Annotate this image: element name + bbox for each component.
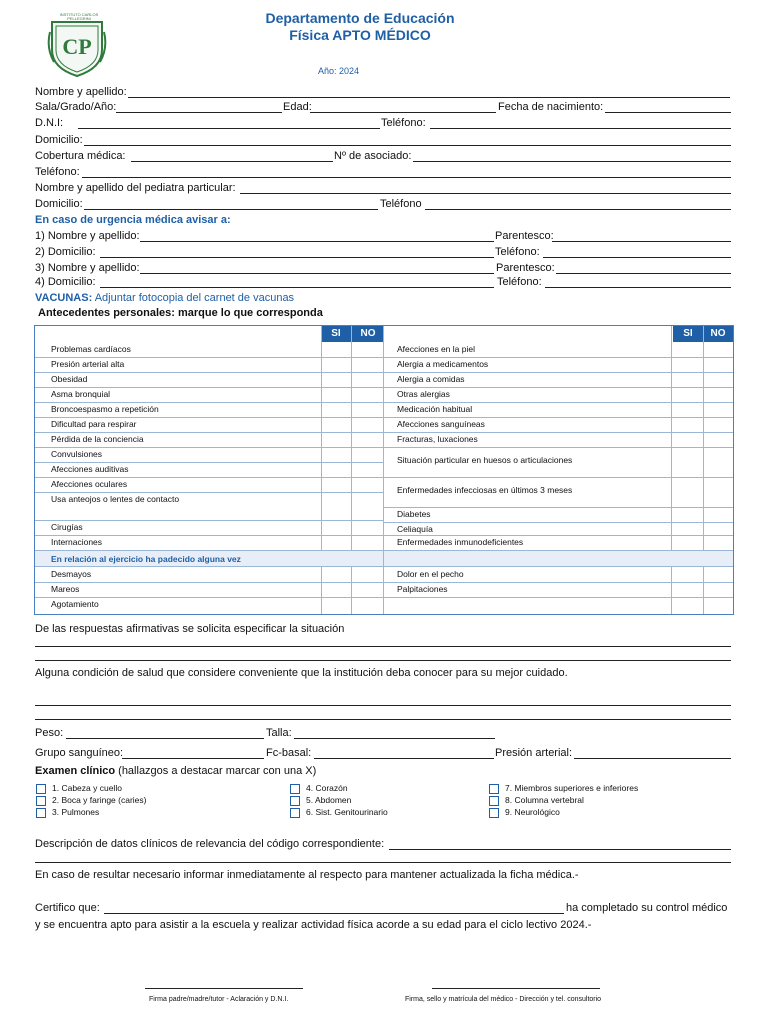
left-item-0: Problemas cardíacos xyxy=(51,344,131,354)
no-cell-right-1[interactable] xyxy=(704,357,733,372)
domicilio-field[interactable] xyxy=(84,145,731,146)
telefono3-field[interactable] xyxy=(425,209,731,210)
grupo-label: Grupo sanguíneo: xyxy=(35,747,124,759)
exam-checkbox-8[interactable] xyxy=(489,796,499,806)
urgencia-row2-field-right[interactable] xyxy=(543,257,731,258)
right-item-3: Otras alergias xyxy=(397,389,450,399)
table-vline xyxy=(321,566,322,614)
page-title-line2: Física APTO MÉDICO xyxy=(289,27,431,43)
right-item-4: Medicación habitual xyxy=(397,404,473,414)
no-cell-right-2[interactable] xyxy=(704,372,733,387)
nombre-field[interactable] xyxy=(128,97,730,98)
exercise-left-2: Agotamiento xyxy=(51,599,99,609)
si-cell-right-1[interactable] xyxy=(672,357,703,372)
si-cell-left-12[interactable] xyxy=(322,535,351,550)
peso-field[interactable] xyxy=(66,738,264,739)
si-cell-left-11[interactable] xyxy=(322,520,351,535)
table-vline-mid xyxy=(383,326,384,614)
asociado-field[interactable] xyxy=(413,161,731,162)
respuestas-line-1[interactable] xyxy=(35,646,731,647)
si-cell-left-2[interactable] xyxy=(322,372,351,387)
si-cell-right-5[interactable] xyxy=(672,417,703,432)
exam-item-label: 2. Boca y faringe (caries) xyxy=(52,795,147,805)
telefono1-field[interactable] xyxy=(430,128,731,129)
no-cell-left-10[interactable] xyxy=(352,492,383,520)
left-item-9: Afecciones oculares xyxy=(51,479,128,489)
no-cell-right-0[interactable] xyxy=(704,342,733,357)
firma-tutor-line[interactable] xyxy=(145,988,303,989)
exam-checkbox-7[interactable] xyxy=(489,784,499,794)
talla-label: Talla: xyxy=(266,727,292,739)
exam-checkbox-1[interactable] xyxy=(36,784,46,794)
antecedentes-heading: Antecedentes personales: marque lo que corresponda xyxy=(38,307,323,319)
urgencia-row3-field-right[interactable] xyxy=(556,273,731,274)
si-cell-left-10[interactable] xyxy=(322,492,351,520)
col-no-left: NO xyxy=(360,328,376,339)
examen-heading-line xyxy=(35,765,316,777)
no-cell-left-11[interactable] xyxy=(352,520,383,535)
si-cell-left-3[interactable] xyxy=(322,387,351,402)
edad-field[interactable] xyxy=(310,112,496,113)
no-cell-right-7[interactable] xyxy=(704,447,733,477)
fc-label: Fc-basal: xyxy=(266,747,312,759)
exercise-left-0: Desmayos xyxy=(51,569,92,579)
urgencia-row1-field[interactable] xyxy=(140,241,494,242)
right-item-10: Celiaquía xyxy=(397,524,433,534)
si-cell-right-3[interactable] xyxy=(672,387,703,402)
svg-text:CP: CP xyxy=(62,34,92,59)
table-hline xyxy=(383,550,733,551)
no-cell-right-5[interactable] xyxy=(704,417,733,432)
left-item-10: Usa anteojos o lentes de contacto xyxy=(51,494,180,504)
no-cell-left-5[interactable] xyxy=(352,417,383,432)
descripcion-line-2[interactable] xyxy=(35,862,731,863)
si-cell-right-9[interactable] xyxy=(672,507,703,522)
si-cell-right-8[interactable] xyxy=(672,477,703,507)
exercise-left-1: Mareos xyxy=(51,584,80,594)
si-cell-right-10[interactable] xyxy=(672,522,703,535)
asociado-label: Nº de asociado: xyxy=(334,150,412,162)
col-no-right: NO xyxy=(710,328,726,339)
col-si-left: SI xyxy=(331,328,341,339)
left-item-7: Convulsiones xyxy=(51,449,103,459)
si-cell-right-2[interactable] xyxy=(672,372,703,387)
no-cell-left-3[interactable] xyxy=(352,387,383,402)
right-item-9: Diabetes xyxy=(397,509,431,519)
si-cell-right-4[interactable] xyxy=(672,402,703,417)
telefono2-field[interactable] xyxy=(82,177,731,178)
no-cell-left-4[interactable] xyxy=(352,402,383,417)
exam-item-label: 5. Abdomen xyxy=(306,795,352,805)
telefono2-label: Teléfono: xyxy=(35,166,80,178)
presion-field[interactable] xyxy=(574,758,731,759)
no-cell-right-4[interactable] xyxy=(704,402,733,417)
si-cell-right-11[interactable] xyxy=(672,535,703,550)
si-cell-left-4[interactable] xyxy=(322,402,351,417)
no-cell-right-10[interactable] xyxy=(704,522,733,535)
logo-text: INSTITUTO CARLOS PELLEGRINI xyxy=(59,12,99,21)
exam-item-label: 9. Neurológico xyxy=(505,807,560,817)
exam-checkbox-3[interactable] xyxy=(36,808,46,818)
certifico-field[interactable] xyxy=(104,913,564,914)
no-cell-left-0[interactable] xyxy=(352,342,383,357)
talla-field[interactable] xyxy=(294,738,495,739)
domicilio-label: Domicilio: xyxy=(35,134,83,146)
no-cell-right-6[interactable] xyxy=(704,432,733,447)
si-cell-left-5[interactable] xyxy=(322,417,351,432)
left-item-4: Broncoespasmo a repetición xyxy=(51,404,159,414)
si-cell-left-6[interactable] xyxy=(322,432,351,447)
si-cell-left-7[interactable] xyxy=(322,447,351,462)
peso-label: Peso: xyxy=(35,727,64,739)
right-item-0: Afecciones en la piel xyxy=(397,344,475,354)
si-cell-left-9[interactable] xyxy=(322,477,351,492)
antecedentes-table xyxy=(34,325,734,615)
no-cell-left-2[interactable] xyxy=(352,372,383,387)
page-title-line1: Departamento de Educación xyxy=(265,10,455,26)
certifico-label: Certifico que: xyxy=(35,902,100,914)
urgencia-row2-right: Teléfono: xyxy=(495,246,540,258)
fecha-nac-label: Fecha de nacimiento: xyxy=(498,101,604,113)
urgencia-row3-field[interactable] xyxy=(140,273,494,274)
exam-checkbox-5[interactable] xyxy=(290,796,300,806)
left-item-3: Asma bronquial xyxy=(51,389,111,399)
exam-checkbox-4[interactable] xyxy=(290,784,300,794)
certifico-suffix: ha completado su control médico xyxy=(566,902,728,914)
vacunas-label: VACUNAS: xyxy=(35,292,93,304)
urgencia-row4-field-right[interactable] xyxy=(545,287,731,288)
urgencia-row3-left: 3) Nombre y apellido: xyxy=(35,262,140,274)
dni-field[interactable] xyxy=(78,128,380,129)
no-cell-left-6[interactable] xyxy=(352,432,383,447)
urgencia-row4-left: 4) Domicilio: xyxy=(35,276,96,288)
exercise-right-0: Dolor en el pecho xyxy=(397,569,464,579)
domicilio2-label: Domicilio: xyxy=(35,198,83,210)
presion-label: Presión arterial: xyxy=(495,747,573,759)
left-item-12: Internaciones xyxy=(51,537,103,547)
no-cell-left-7[interactable] xyxy=(352,447,383,462)
exam-item-label: 4. Corazón xyxy=(306,783,348,793)
year-label: Año: 2024 xyxy=(318,66,360,76)
nombre-label: Nombre y apellido: xyxy=(35,86,127,98)
condicion-line-1[interactable] xyxy=(35,705,731,706)
dni-label: D.N.I: xyxy=(35,117,64,129)
firma-medico-label: Firma, sello y matrícula del médico - Dirección y tel. consultorio xyxy=(405,996,602,1003)
certifico-line2: y se encuentra apto para asistir a la escuela y realizar actividad física acorde a su edad para el ciclo lectivo 2024.- xyxy=(35,919,592,931)
pediatra-field[interactable] xyxy=(240,193,731,194)
urgencia-row1-left: 1) Nombre y apellido: xyxy=(35,230,140,242)
vacunas-line xyxy=(35,292,294,304)
edad-label: Edad: xyxy=(283,101,312,113)
telefono1-label: Teléfono: xyxy=(381,117,426,129)
left-item-8: Afecciones auditivas xyxy=(51,464,129,474)
no-cell-left-12[interactable] xyxy=(352,535,383,550)
exam-item-label: 6. Sist. Genitourinario xyxy=(306,807,388,817)
urgencia-row1-right: Parentesco: xyxy=(495,230,554,242)
no-cell-right-11[interactable] xyxy=(704,535,733,550)
telefono3-label: Teléfono xyxy=(380,198,422,210)
condicion-text: Alguna condición de salud que considere conveniente que la institución deba conocer para su mejor cuidado. xyxy=(35,667,568,679)
urgencia-row4-field[interactable] xyxy=(100,287,494,288)
exam-checkbox-6[interactable] xyxy=(290,808,300,818)
urgencia-heading: En caso de urgencia médica avisar a: xyxy=(35,214,231,226)
right-item-5: Afecciones sanguíneas xyxy=(397,419,485,429)
si-cell-right-6[interactable] xyxy=(672,432,703,447)
exam-checkbox-9[interactable] xyxy=(489,808,499,818)
left-item-6: Pérdida de la conciencia xyxy=(51,434,144,444)
grupo-field[interactable] xyxy=(122,758,264,759)
domicilio2-field[interactable] xyxy=(84,209,378,210)
no-cell-right-3[interactable] xyxy=(704,387,733,402)
condicion-line-2[interactable] xyxy=(35,719,731,720)
no-cell-right-8[interactable] xyxy=(704,477,733,507)
sala-label: Sala/Grado/Año: xyxy=(35,101,117,113)
examen-heading: Examen clínico xyxy=(35,765,116,777)
exam-item-label: 8. Columna vertebral xyxy=(505,795,584,805)
urgencia-row3-right: Parentesco: xyxy=(496,262,555,274)
left-item-5: Dificultad para respirar xyxy=(51,419,137,429)
descripcion-field[interactable] xyxy=(389,849,731,850)
no-cell-left-8[interactable] xyxy=(352,462,383,477)
vacunas-text: Adjuntar fotocopia del carnet de vacunas xyxy=(94,292,295,304)
exam-item-label: 7. Miembros superiores e inferiores xyxy=(505,783,639,793)
sala-field[interactable] xyxy=(116,112,282,113)
table-vline xyxy=(703,566,704,614)
fecha-nac-field[interactable] xyxy=(605,112,731,113)
respuestas-line-2[interactable] xyxy=(35,660,731,661)
no-cell-left-9[interactable] xyxy=(352,477,383,492)
si-cell-left-0[interactable] xyxy=(322,342,351,357)
examen-note: (hallazgos a destacar marcar con una X) xyxy=(118,765,317,777)
table-vline xyxy=(671,566,672,614)
no-cell-left-1[interactable] xyxy=(352,357,383,372)
si-cell-left-1[interactable] xyxy=(322,357,351,372)
si-cell-left-8[interactable] xyxy=(322,462,351,477)
urgencia-row4-right: Teléfono: xyxy=(497,276,542,288)
exam-item-label: 1. Cabeza y cuello xyxy=(52,783,122,793)
exercise-right-1: Palpitaciones xyxy=(397,584,448,594)
cobertura-label: Cobertura médica: xyxy=(35,150,126,162)
exam-checkbox-2[interactable] xyxy=(36,796,46,806)
left-item-2: Obesidad xyxy=(51,374,88,384)
respuestas-text: De las respuestas afirmativas se solicita especificar la situación xyxy=(35,623,345,635)
urgencia-row2-left: 2) Domicilio: xyxy=(35,246,96,258)
firma-medico-line[interactable] xyxy=(432,988,600,989)
table-hline xyxy=(35,550,383,551)
si-cell-right-0[interactable] xyxy=(672,342,703,357)
right-item-7: Situación particular en huesos o articulaciones xyxy=(397,455,573,465)
left-item-11: Cirugías xyxy=(51,522,83,532)
exercise-heading: En relación al ejercicio ha padecido alguna vez xyxy=(51,554,241,564)
col-si-right: SI xyxy=(683,328,693,339)
right-item-2: Alergia a comidas xyxy=(397,374,465,384)
si-cell-right-7[interactable] xyxy=(672,447,703,477)
firma-tutor-label: Firma padre/madre/tutor - Aclaración y D.N.I. xyxy=(149,996,289,1003)
table-hline xyxy=(35,597,733,598)
right-item-6: Fracturas, luxaciones xyxy=(397,434,478,444)
urgencia-row1-field-right[interactable] xyxy=(552,241,731,242)
urgencia-row2-field[interactable] xyxy=(100,257,494,258)
cobertura-field[interactable] xyxy=(131,161,333,162)
descripcion-text: Descripción de datos clínicos de relevancia del código correspondiente: xyxy=(35,838,385,850)
right-item-11: Enfermedades inmunodeficientes xyxy=(397,537,524,547)
table-vline xyxy=(351,566,352,614)
informar-text: En caso de resultar necesario informar inmediatamente al respecto para mantener actualizada la ficha médica.- xyxy=(35,869,579,881)
table-hline xyxy=(35,566,733,567)
no-cell-right-9[interactable] xyxy=(704,507,733,522)
table-hline xyxy=(35,582,733,583)
left-item-1: Presión arterial alta xyxy=(51,359,125,369)
institute-logo xyxy=(46,12,108,78)
pediatra-label: Nombre y apellido del pediatra particular: xyxy=(35,182,236,194)
right-item-1: Alergia a medicamentos xyxy=(397,359,489,369)
right-item-8: Enfermedades infecciosas en últimos 3 meses xyxy=(397,485,573,495)
fc-field[interactable] xyxy=(314,758,494,759)
exam-item-label: 3. Pulmones xyxy=(52,807,100,817)
